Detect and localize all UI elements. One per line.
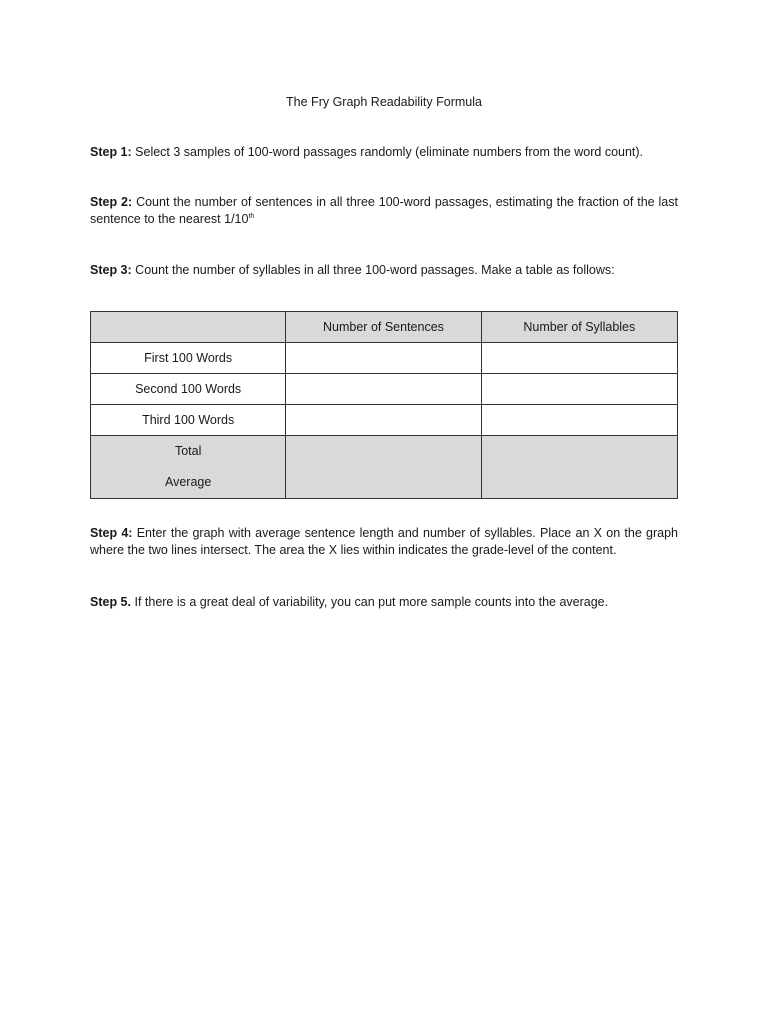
table-header-syllables: Number of Syllables: [481, 312, 677, 343]
step-5-paragraph: [90, 594, 678, 611]
document-title: The Fry Graph Readability Formula: [286, 95, 482, 109]
table-row-label: Third 100 Words: [91, 405, 286, 436]
table-cell: [286, 405, 481, 436]
table-cell: [481, 343, 677, 374]
table-summary-syllables-cell: [481, 436, 677, 499]
step-5-label: Step 5.: [90, 595, 131, 609]
table-header-row: [91, 312, 678, 343]
step-5-text: If there is a great deal of variability, you can put more sample counts into the average.: [131, 595, 609, 609]
step-2-text: Count the number of sentences in all three 100-word passages, estimating the fraction of the last sentence to the nearest 1/10: [90, 195, 678, 226]
step-3-label: Step 3:: [90, 263, 132, 277]
table-row: [91, 405, 678, 436]
table-row: [91, 343, 678, 374]
table-summary-labels: [91, 436, 286, 499]
step-2-paragraph: [90, 194, 678, 228]
table-cell: [286, 374, 481, 405]
table-cell: [286, 343, 481, 374]
table-summary-sentences-cell: [286, 436, 481, 499]
table-summary-row: [91, 436, 678, 499]
step-1-paragraph: [90, 144, 678, 161]
table-row-label: First 100 Words: [91, 343, 286, 374]
average-label: Average: [164, 475, 212, 489]
table-header-cell-blank: [91, 312, 286, 343]
step-4-label: Step 4:: [90, 526, 133, 540]
syllable-count-table: [90, 311, 678, 499]
step-3-paragraph: [90, 262, 678, 279]
step-4-text: Enter the graph with average sentence length and number of syllables. Place an X on the graph where the two lines intersect. The area the X lies within indicates the grade-level of the content.: [90, 526, 678, 557]
table-cell: [481, 405, 677, 436]
step-3-text: Count the number of syllables in all three 100-word passages. Make a table as follows:: [131, 263, 615, 277]
total-label: Total: [174, 444, 202, 458]
step-1-text: Select 3 samples of 100-word passages randomly (eliminate numbers from the word count).: [131, 145, 644, 159]
step-4-paragraph: [90, 525, 678, 559]
step-1-label: Step 1:: [90, 145, 132, 159]
step-2-superscript: th: [248, 212, 255, 220]
table-cell: [481, 374, 677, 405]
step-2-label: Step 2:: [90, 195, 133, 209]
table-header-sentences: Number of Sentences: [286, 312, 481, 343]
table-row: [91, 374, 678, 405]
table-row-label: Second 100 Words: [91, 374, 286, 405]
